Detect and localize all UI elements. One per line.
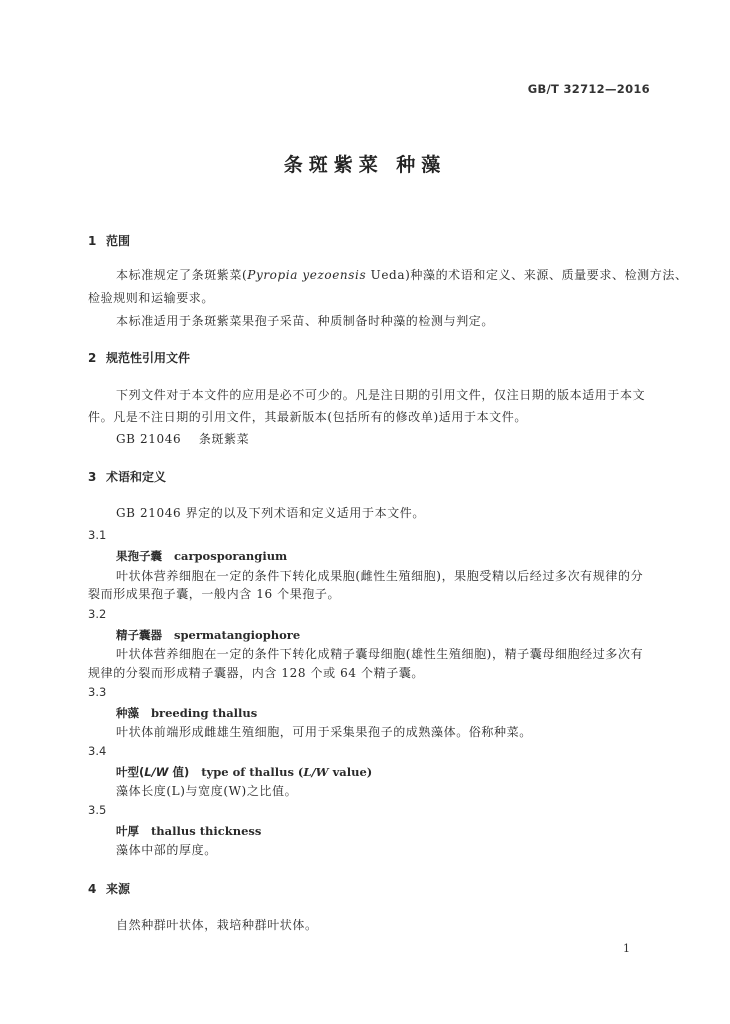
paragraph-continuation: 检验规则和运输要求。 — [88, 291, 215, 305]
term-definition: 叶状体前端形成雌雄生殖细胞，可用于采集果孢子的成熟藻体。俗称种菜。 — [116, 725, 532, 739]
term-number: 3.4 — [88, 744, 107, 758]
term-zh — [116, 765, 189, 779]
term-en: spermatangiophore — [174, 628, 301, 642]
term-definition: 藻体长度(L)与宽度(W)之比值。 — [116, 784, 298, 798]
text: 叶型( — [116, 765, 145, 779]
paragraph: 自然种群叶状体，栽培种群叶状体。 — [116, 918, 318, 932]
paragraph — [116, 268, 688, 282]
term-zh: 果孢子囊 — [116, 549, 162, 563]
section-number: 2 — [88, 351, 97, 365]
section-title: 规范性引用文件 — [106, 351, 191, 365]
section-1-heading — [88, 234, 130, 248]
page-number: 1 — [623, 942, 630, 955]
term-zh: 精子囊器 — [116, 628, 162, 642]
term-heading — [116, 765, 372, 779]
term-definition-continuation: 规律的分裂而形成精子囊器，内含 128 个或 64 个精子囊。 — [88, 666, 425, 680]
text: 本标准规定了条斑紫菜( — [116, 268, 248, 282]
paragraph: GB 21046 界定的以及下列术语和定义适用于本文件。 — [116, 506, 426, 520]
text: Ueda)种藻的术语和定义、来源、质量要求、检测方法、 — [366, 268, 688, 282]
term-number: 3.2 — [88, 607, 107, 621]
section-number: 3 — [88, 470, 97, 484]
term-definition: 叶状体营养细胞在一定的条件下转化成精子囊母细胞(雄性生殖细胞)，精子囊母细胞经过多次有 — [116, 647, 644, 661]
term-en: breeding thallus — [151, 706, 258, 720]
term-en: thallus thickness — [151, 824, 262, 838]
term-definition: 叶状体营养细胞在一定的条件下转化成果胞(雌性生殖细胞)，果胞受精以后经过多次有规律的分 — [116, 569, 644, 583]
section-4-heading — [88, 882, 130, 896]
symbol: L/W — [303, 765, 329, 779]
term-en — [201, 765, 372, 779]
term-zh: 种藻 — [116, 706, 139, 720]
term-en: carposporangium — [174, 549, 288, 563]
term-heading — [116, 706, 257, 720]
section-3-heading — [88, 470, 166, 484]
section-title: 范围 — [106, 234, 131, 248]
term-heading — [116, 824, 261, 838]
term-definition-continuation: 裂而形成果孢子囊，一般内含 16 个果孢子。 — [88, 587, 341, 601]
term-number: 3.5 — [88, 803, 107, 817]
latin-name: Pyropia yezoensis — [247, 268, 367, 282]
text: 值) — [168, 765, 190, 779]
term-definition: 藻体中部的厚度。 — [116, 843, 217, 857]
text: value) — [328, 765, 373, 779]
document-title: 条斑紫菜 种藻 — [283, 154, 447, 176]
paragraph-continuation: 件。凡是不注日期的引用文件，其最新版本(包括所有的修改单)适用于本文件。 — [88, 410, 527, 424]
section-title: 来源 — [106, 882, 131, 896]
term-number: 3.3 — [88, 685, 107, 699]
term-heading — [116, 628, 300, 642]
section-title: 术语和定义 — [106, 470, 167, 484]
symbol: L/W — [144, 765, 169, 779]
section-2-heading — [88, 351, 190, 365]
text: type of thallus ( — [201, 765, 304, 779]
section-number: 4 — [88, 882, 97, 896]
standard-code: GB/T 32712—2016 — [527, 82, 650, 96]
normative-reference: GB 21046 条斑紫菜 — [116, 432, 250, 446]
term-heading — [116, 549, 287, 563]
term-number: 3.1 — [88, 528, 107, 542]
paragraph: 下列文件对于本文件的应用是必不可少的。凡是注日期的引用文件，仅注日期的版本适用于本文 — [116, 388, 646, 402]
term-zh: 叶厚 — [116, 824, 139, 838]
paragraph: 本标准适用于条斑紫菜果孢子采苗、种质制备时种藻的检测与判定。 — [116, 314, 495, 328]
section-number: 1 — [88, 234, 97, 248]
